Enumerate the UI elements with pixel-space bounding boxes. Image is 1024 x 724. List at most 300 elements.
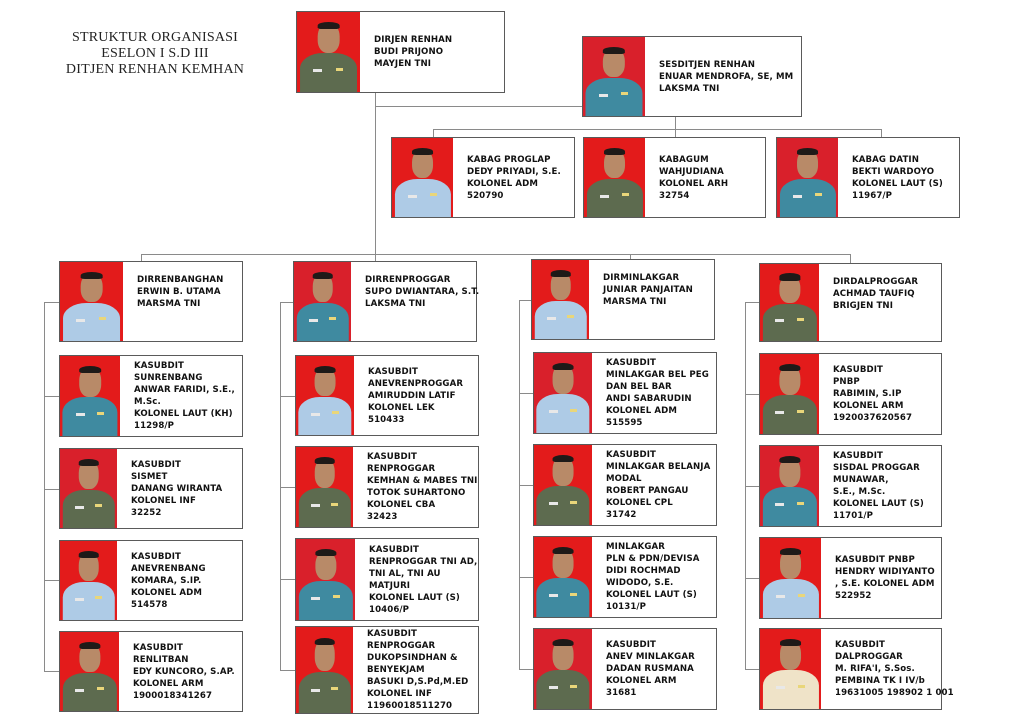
chart-title (40, 30, 270, 78)
info-line: 11967/P (852, 190, 893, 201)
position-title: KASUBDIT (606, 640, 657, 650)
nametag-icon (599, 94, 608, 97)
portrait-photo (534, 353, 592, 433)
info-line: ENUAR MENDROFA, SE, MM (659, 71, 794, 82)
insignia-icon (331, 687, 338, 690)
position-info (354, 356, 478, 435)
info-line: 19631005 198902 1 001 (835, 688, 954, 698)
position-info (819, 354, 941, 434)
position-info (592, 537, 716, 617)
info-line: RENLITBAN (133, 654, 189, 665)
nametag-icon (600, 195, 609, 198)
insignia-icon (797, 318, 804, 321)
uniform-shape (62, 490, 114, 528)
portrait-photo (760, 629, 821, 709)
insignia-icon (331, 503, 338, 506)
info-line: MUNAWAR, (833, 475, 889, 485)
connector-line (280, 302, 293, 303)
insignia-icon (570, 409, 577, 412)
position-info (645, 37, 801, 116)
connector-line (375, 93, 376, 254)
uniform-shape (62, 582, 114, 620)
info-line: SUPO DWIANTARA, S.T. (365, 287, 480, 297)
card-kasubdit-sunrenbang (59, 355, 243, 437)
hair-shape (553, 455, 574, 462)
connector-line (519, 300, 531, 301)
uniform-shape (762, 579, 818, 618)
info-line: KOLONEL LAUT (KH) (134, 409, 233, 419)
info-line: HENDRY WIDIYANTO (835, 567, 935, 577)
info-line: 522952 (835, 591, 872, 601)
info-line: MAYJEN TNI (374, 59, 432, 69)
position-info (119, 632, 242, 711)
info-line: DIDI ROCHMAD (606, 566, 681, 576)
info-line: MATJURI (369, 580, 411, 591)
connector-line (745, 669, 759, 670)
info-line: ERWIN B. UTAMA (137, 287, 221, 297)
insignia-icon (621, 92, 628, 95)
portrait-photo (60, 632, 119, 711)
info-line: KOLONEL CPL (606, 498, 673, 508)
position-title: DIRMINLAKGAR (603, 273, 680, 283)
card-kabagum (583, 137, 766, 218)
info-line: MARSMA TNI (137, 299, 201, 309)
hair-shape (604, 148, 626, 155)
info-line: JUNIAR PANJAITAN (603, 285, 693, 295)
info-line: 32252 (131, 507, 162, 518)
info-line: 10131/P (606, 602, 647, 612)
card-kasubdit-minlakgar-belpeg (533, 352, 717, 434)
uniform-shape (762, 304, 816, 341)
position-info (592, 629, 716, 709)
info-line: 515595 (606, 418, 643, 428)
connector-line (433, 129, 434, 137)
position-info (353, 627, 478, 713)
connector-line (745, 578, 759, 579)
card-kasubdit-minlakgar-modal (533, 444, 717, 526)
card-minlakgar-pln (533, 536, 717, 618)
hair-shape (78, 551, 99, 558)
nametag-icon (75, 598, 84, 601)
portrait-photo (760, 538, 821, 618)
info-line: 32754 (659, 190, 690, 201)
portrait-photo (777, 138, 838, 217)
insignia-icon (570, 685, 577, 688)
info-line: KOLONEL LAUT (S) (852, 178, 943, 189)
info-line: KOLONEL LAUT (S) (833, 499, 924, 509)
uniform-shape (300, 53, 358, 92)
nametag-icon (311, 413, 320, 416)
position-title: KABAG DATIN (852, 154, 920, 165)
uniform-shape (585, 78, 642, 116)
info-line: EDY KUNCORO, S.AP. (133, 666, 235, 677)
connector-line (519, 485, 533, 486)
position-info (453, 138, 574, 217)
hair-shape (79, 366, 101, 373)
info-line: 510433 (368, 414, 405, 425)
insignia-icon (430, 193, 437, 196)
insignia-icon (797, 410, 804, 413)
position-info (353, 447, 478, 527)
position-title: KASUBDIT (833, 451, 884, 461)
info-line: 32423 (367, 512, 398, 522)
hair-shape (553, 639, 574, 646)
portrait-photo (760, 354, 819, 434)
hair-shape (315, 366, 336, 373)
card-kasubdit-sisdal-proggar (759, 445, 942, 527)
position-title: KASUBDIT (369, 544, 420, 555)
insignia-icon (97, 687, 104, 690)
uniform-shape (298, 488, 350, 527)
info-line: MINLAKGAR BELANJA (606, 462, 711, 472)
info-line: PLN & PDN/DEVISA (606, 554, 700, 564)
card-kasubdit-sismet (59, 448, 243, 529)
insignia-icon (798, 685, 805, 688)
connector-line (675, 117, 676, 129)
position-title: KABAG PROGLAP (467, 154, 551, 165)
info-line: WAHJUDIANA (659, 166, 724, 177)
uniform-shape (62, 397, 117, 436)
insignia-icon (95, 596, 102, 599)
nametag-icon (775, 503, 784, 506)
info-line: 514578 (131, 599, 168, 610)
info-line: KEMHAN & MABES TNI (367, 476, 478, 486)
nametag-icon (549, 502, 558, 505)
info-line: DADAN RUSMANA (606, 664, 694, 674)
position-info (360, 12, 504, 92)
title-line-1: STRUKTUR ORGANISASI (72, 30, 238, 45)
connector-line (375, 106, 582, 107)
info-line: , S.E. KOLONEL ADM (835, 579, 935, 589)
info-line: BASUKI D,S.Pd,M.ED (367, 677, 469, 687)
insignia-icon (99, 317, 106, 320)
position-info (821, 538, 941, 618)
info-line: DALPROGGAR (835, 652, 903, 662)
connector-line (280, 579, 295, 580)
hair-shape (80, 272, 103, 279)
portrait-photo (760, 264, 819, 341)
hair-shape (779, 364, 800, 371)
info-line: ANEVRENPROGGAR (368, 378, 464, 389)
info-line: ANEVRENBANG (131, 563, 206, 574)
uniform-shape (536, 670, 589, 709)
uniform-shape (62, 673, 116, 711)
card-dirjen (296, 11, 505, 93)
position-title: KASUBDIT (134, 361, 185, 371)
title-line-3: DITJEN RENHAN KEMHAN (65, 62, 245, 77)
position-info (645, 138, 765, 217)
info-line: SISDAL PROGGAR (833, 463, 920, 473)
info-line: KOLONEL CBA (367, 500, 436, 510)
info-line: ANDI SABARUDIN (606, 394, 692, 404)
insignia-icon (567, 315, 574, 318)
info-line: RABIMIN, S.IP (833, 389, 902, 399)
info-line: ACHMAD TAUFIQ (833, 289, 915, 299)
info-line: 1900018341267 (133, 690, 213, 701)
position-info (355, 539, 478, 620)
connector-line (519, 577, 533, 578)
nametag-icon (309, 319, 318, 322)
uniform-shape (536, 486, 589, 525)
info-line: KOLONEL LAUT (S) (606, 590, 697, 600)
card-kasubdit-renproggar-kemhan (295, 446, 479, 528)
hair-shape (315, 549, 336, 556)
info-line: KOLONEL ARM (606, 676, 677, 686)
position-info (821, 629, 954, 709)
info-line: KOLONEL ADM (467, 178, 539, 189)
nametag-icon (549, 686, 558, 689)
hair-shape (603, 47, 625, 54)
position-title: SESDITJEN RENHAN (659, 59, 756, 70)
uniform-shape (298, 581, 352, 620)
uniform-shape (298, 672, 350, 713)
portrait-photo (532, 260, 589, 339)
connector-line (141, 254, 850, 255)
info-line: 11298/P (134, 421, 175, 431)
connector-line (745, 486, 759, 487)
insignia-icon (798, 594, 805, 597)
info-line: RENPROGGAR (367, 464, 436, 474)
info-line: SISMET (131, 471, 168, 482)
info-line: RENPROGGAR TNI AD, (369, 556, 478, 567)
connector-line (850, 254, 851, 263)
info-line: ROBERT PANGAU (606, 486, 689, 496)
connector-line (44, 489, 59, 490)
uniform-shape (298, 397, 351, 435)
info-line: TNI AL, TNI AU (369, 568, 441, 579)
hair-shape (553, 363, 574, 370)
insignia-icon (570, 501, 577, 504)
insignia-icon (332, 411, 339, 414)
nametag-icon (313, 69, 322, 72)
connector-line (280, 670, 295, 671)
card-kasubdit-pnbp (759, 353, 942, 435)
info-line: BUDI PRIJONO (374, 47, 444, 57)
position-info (819, 446, 941, 526)
info-line: ANWAR FARIDI, S.E., (134, 385, 235, 395)
insignia-icon (815, 193, 822, 196)
connector-line (280, 396, 295, 397)
uniform-shape (762, 487, 816, 526)
card-dirminlakgar (531, 259, 715, 340)
card-dirrenproggar (293, 261, 480, 342)
portrait-photo (534, 537, 592, 617)
insignia-icon (329, 317, 336, 320)
info-line: PNBP (833, 377, 860, 387)
hair-shape (314, 457, 335, 464)
position-title: DIRRENPROGGAR (365, 275, 451, 285)
nametag-icon (311, 689, 320, 692)
uniform-shape (296, 303, 348, 341)
uniform-shape (536, 578, 589, 617)
insignia-icon (797, 502, 804, 505)
position-info (592, 445, 716, 525)
connector-line (745, 302, 759, 303)
info-line: KOLONEL ARM (833, 401, 904, 411)
info-line: WIDODO, S.E. (606, 578, 674, 588)
info-line: DANANG WIRANTA (131, 483, 223, 494)
hair-shape (779, 456, 800, 463)
connector-line (44, 396, 59, 397)
nametag-icon (311, 597, 320, 600)
connector-line (280, 302, 281, 670)
connector-line (141, 254, 142, 261)
card-kasubdit-renlitban (59, 631, 243, 712)
info-line: DEDY PRIYADI, S.E. (467, 166, 561, 177)
info-line: BENYEKJAM (367, 665, 425, 675)
nametag-icon (776, 595, 785, 598)
info-line: KOLONEL ADM (131, 587, 203, 598)
connector-line (675, 129, 676, 137)
insignia-icon (333, 595, 340, 598)
info-line: S.E., M.Sc. (833, 487, 886, 497)
info-line: 520790 (467, 190, 504, 201)
info-line: TOTOK SUHARTONO (367, 488, 466, 498)
info-line: M. RIFA'I, S.Sos. (835, 664, 915, 674)
hair-shape (314, 638, 335, 646)
uniform-shape (394, 179, 450, 217)
uniform-shape (762, 395, 816, 434)
uniform-shape (534, 301, 586, 339)
uniform-shape (63, 303, 121, 341)
hair-shape (412, 148, 434, 155)
portrait-photo (534, 445, 592, 525)
card-kasubdit-dalproggar (759, 628, 954, 710)
nametag-icon (775, 411, 784, 414)
portrait-photo (296, 447, 353, 527)
card-kasubdit-anevrenproggar (295, 355, 479, 436)
nametag-icon (776, 686, 785, 689)
position-info (120, 356, 242, 436)
portrait-photo (584, 138, 645, 217)
info-line: ANEV MINLAKGAR (606, 652, 695, 662)
portrait-photo (296, 356, 354, 435)
position-title: KASUBDIT (131, 551, 182, 562)
position-title: KASUBDIT (133, 642, 184, 653)
nametag-icon (793, 195, 802, 198)
connector-line (44, 671, 59, 672)
info-line: LAKSMA TNI (659, 83, 720, 94)
card-kasubdit-anevrenbang (59, 540, 243, 621)
info-line: LAKSMA TNI (365, 299, 426, 309)
info-line: BRIGJEN TNI (833, 301, 894, 311)
portrait-photo (60, 541, 117, 620)
connector-line (44, 580, 59, 581)
info-line: KOLONEL INF (367, 689, 432, 699)
portrait-photo (60, 449, 117, 528)
position-info (819, 264, 941, 341)
nametag-icon (549, 594, 558, 597)
nametag-icon (76, 413, 85, 416)
position-title: KASUBDIT (367, 452, 418, 462)
info-line: MINLAKGAR BEL PEG (606, 370, 709, 380)
info-line: KOLONEL ARM (133, 678, 204, 689)
connector-line (375, 254, 376, 261)
nametag-icon (76, 319, 85, 322)
connector-line (280, 487, 295, 488)
nametag-icon (775, 319, 784, 322)
card-dirdalproggar (759, 263, 942, 342)
info-line: KOLONEL LEK (368, 402, 435, 413)
card-kabag-proglap (391, 137, 575, 218)
info-line: 10406/P (369, 604, 410, 615)
card-dirrenbanghan (59, 261, 243, 342)
hair-shape (780, 639, 802, 646)
hair-shape (779, 273, 800, 280)
nametag-icon (75, 506, 84, 509)
insignia-icon (570, 593, 577, 596)
portrait-photo (60, 356, 120, 436)
portrait-photo (583, 37, 645, 116)
info-line: MODAL (606, 474, 642, 484)
nametag-icon (408, 195, 417, 198)
uniform-shape (779, 179, 835, 217)
position-info (123, 262, 242, 341)
insignia-icon (97, 412, 104, 415)
info-line: 31681 (606, 688, 637, 698)
position-title: KASUBDIT PNBP (835, 555, 915, 565)
connector-line (519, 669, 533, 670)
position-title: KASUBDIT (367, 629, 418, 639)
position-title: KASUBDIT (606, 358, 657, 368)
nametag-icon (547, 317, 556, 320)
nametag-icon (75, 689, 84, 692)
info-line: KOLONEL LAUT (S) (369, 592, 460, 603)
title-line-2: ESELON I S.D III (101, 46, 209, 61)
info-line: 11960018511270 (367, 701, 453, 711)
position-info (117, 449, 242, 528)
info-line: RENPROGGAR (367, 641, 436, 651)
hair-shape (78, 459, 99, 466)
position-info (117, 541, 242, 620)
info-line: KOMARA, S.IP. (131, 575, 202, 586)
info-line: DAN BEL BAR (606, 382, 672, 392)
hair-shape (550, 270, 571, 277)
info-line: AMIRUDDIN LATIF (368, 390, 456, 401)
card-kasubdit-renproggar-tni (295, 538, 479, 621)
info-line: 1920037620567 (833, 413, 913, 423)
info-line: PEMBINA TK I IV/b (835, 676, 925, 686)
info-line: KOLONEL ADM (606, 406, 678, 416)
hair-shape (797, 148, 819, 155)
connector-line (44, 302, 59, 303)
position-title: MINLAKGAR (606, 542, 665, 552)
card-sesditjen (582, 36, 802, 117)
insignia-icon (95, 504, 102, 507)
hair-shape (312, 272, 333, 279)
info-line: KOLONEL ARH (659, 178, 729, 189)
card-kasubdit-pnbp-hendry (759, 537, 942, 619)
portrait-photo (297, 12, 360, 92)
portrait-photo (296, 539, 355, 620)
info-line: SUNRENBANG (134, 373, 203, 383)
position-title: KASUBDIT (606, 450, 657, 460)
info-line: 11701/P (833, 511, 874, 521)
uniform-shape (762, 670, 818, 709)
uniform-shape (536, 394, 589, 433)
insignia-icon (336, 68, 343, 71)
position-title: KASUBDIT (368, 366, 419, 377)
info-line: MARSMA TNI (603, 297, 667, 307)
info-line: BEKTI WARDOYO (852, 166, 935, 177)
position-info (838, 138, 959, 217)
info-line: M.Sc. (134, 397, 161, 407)
insignia-icon (622, 193, 629, 196)
position-title: DIRJEN RENHAN (374, 35, 453, 45)
position-title: DIRRENBANGHAN (137, 275, 224, 285)
portrait-photo (296, 627, 353, 713)
position-title: KASUBDIT (131, 459, 182, 470)
